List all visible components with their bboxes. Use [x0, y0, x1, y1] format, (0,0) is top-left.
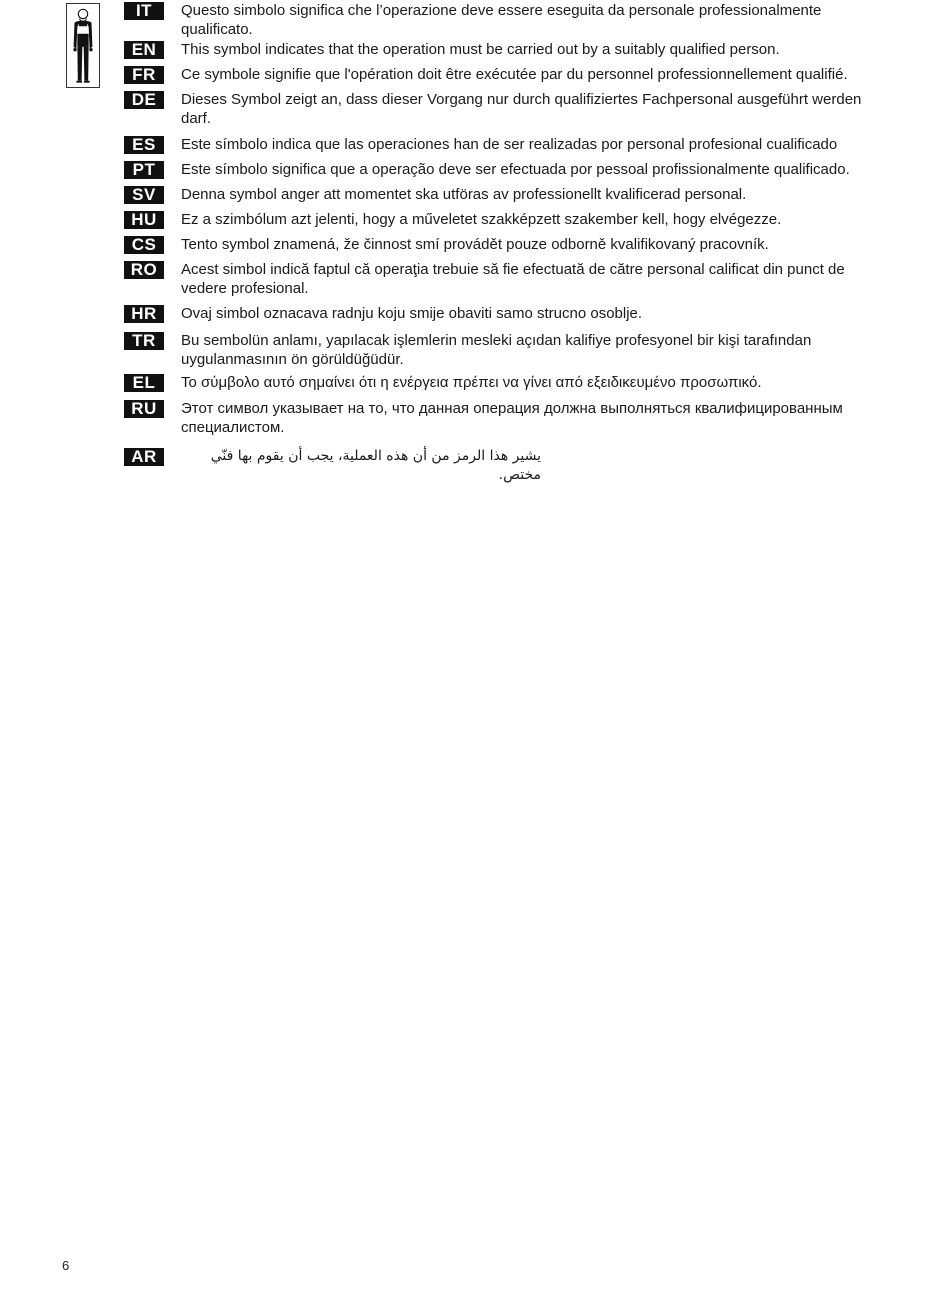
language-code-badge: RU: [124, 400, 164, 418]
entry-text: Ce symbole signifie que l'opération doit être exécutée par du personnel professionnellement qualifié.: [181, 66, 848, 83]
entry-cs: [124, 234, 894, 259]
entry-text: Dieses Symbol zeigt an, dass dieser Vorgang nur durch qualifiziertes Fachpersonal ausgeführt werden darf.: [181, 91, 862, 127]
language-code-badge: HU: [124, 211, 164, 229]
language-code-badge: DE: [124, 91, 164, 109]
entry-text: Este símbolo indica que las operaciones han de ser realizadas por personal profesional cualificado: [181, 136, 838, 153]
entry-text: Το σύμβολο αυτό σημαίνει ότι η ενέργεια πρέπει να γίνει από εξειδικευμένο προσωπικό.: [181, 374, 762, 391]
language-code-badge: ES: [124, 136, 164, 154]
entry-text: Este símbolo significa que a operação deve ser efectuada por pessoal profissionalmente qualificado.: [181, 161, 850, 178]
entry-text: Этот символ указывает на то, что данная операция должна выполняться квалифицированным специалистом.: [181, 400, 843, 436]
language-code-badge: FR: [124, 66, 164, 84]
entry-text: Bu sembolün anlamı, yapılacak işlemlerin mesleki açıdan kalifiye profesyonel bir kişi tarafından uygulanmasının ön görüldüğüdür.: [181, 332, 812, 368]
entry-text: Ez a szimbólum azt jelenti, hogy a műveletet szakképzett szakember kell, hogy elvégezze.: [181, 211, 782, 228]
language-code-badge: EN: [124, 41, 164, 59]
language-code-badge: IT: [124, 2, 164, 20]
entry-sv: [124, 184, 894, 209]
language-code-badge: TR: [124, 332, 164, 350]
language-code-badge: PT: [124, 161, 164, 179]
language-entries: [124, 0, 894, 483]
language-code-badge: EL: [124, 374, 164, 392]
entry-tr: [124, 330, 894, 372]
entry-de: [124, 89, 894, 134]
language-code-badge: HR: [124, 305, 164, 323]
entry-es: [124, 134, 894, 159]
entry-text: Questo simbolo significa che l’operazione deve essere eseguita da personale professionalmente qualificato.: [181, 2, 822, 38]
language-code-badge: AR: [124, 448, 164, 466]
entry-text: Ovaj simbol oznacava radnju koju smije obaviti samo strucno osoblje.: [181, 305, 643, 322]
page-number: 6: [62, 1258, 70, 1273]
entry-el: [124, 372, 894, 398]
entry-text: This symbol indicates that the operation must be carried out by a suitably qualified person.: [181, 41, 780, 58]
entry-text: Tento symbol znamená, že činnost smí provádět pouze odborně kvalifikovaný pracovník.: [181, 236, 769, 253]
entry-fr: [124, 64, 894, 89]
entry-en: [124, 39, 894, 64]
entry-it: [124, 0, 894, 39]
qualified-person-icon: [67, 4, 99, 87]
qualified-person-symbol: [66, 3, 100, 88]
entry-text: Acest simbol indică faptul că operaţia trebuie să fie efectuată de către personal calificat din punct de vedere profesional.: [181, 261, 845, 297]
entry-ru: [124, 398, 894, 446]
language-code-badge: SV: [124, 186, 164, 204]
language-code-badge: RO: [124, 261, 164, 279]
entry-text: يشير هذا الرمز من أن هذه العملية، يجب أن يقوم بها فنّي مختص.: [210, 448, 541, 483]
entry-hr: [124, 303, 894, 330]
language-code-badge: CS: [124, 236, 164, 254]
entry-text: Denna symbol anger att momentet ska utföras av professionellt kvalificerad personal.: [181, 186, 747, 203]
entry-pt: [124, 159, 894, 184]
entry-hu: [124, 209, 894, 234]
entry-ro: [124, 259, 894, 303]
entry-ar: [124, 446, 894, 483]
